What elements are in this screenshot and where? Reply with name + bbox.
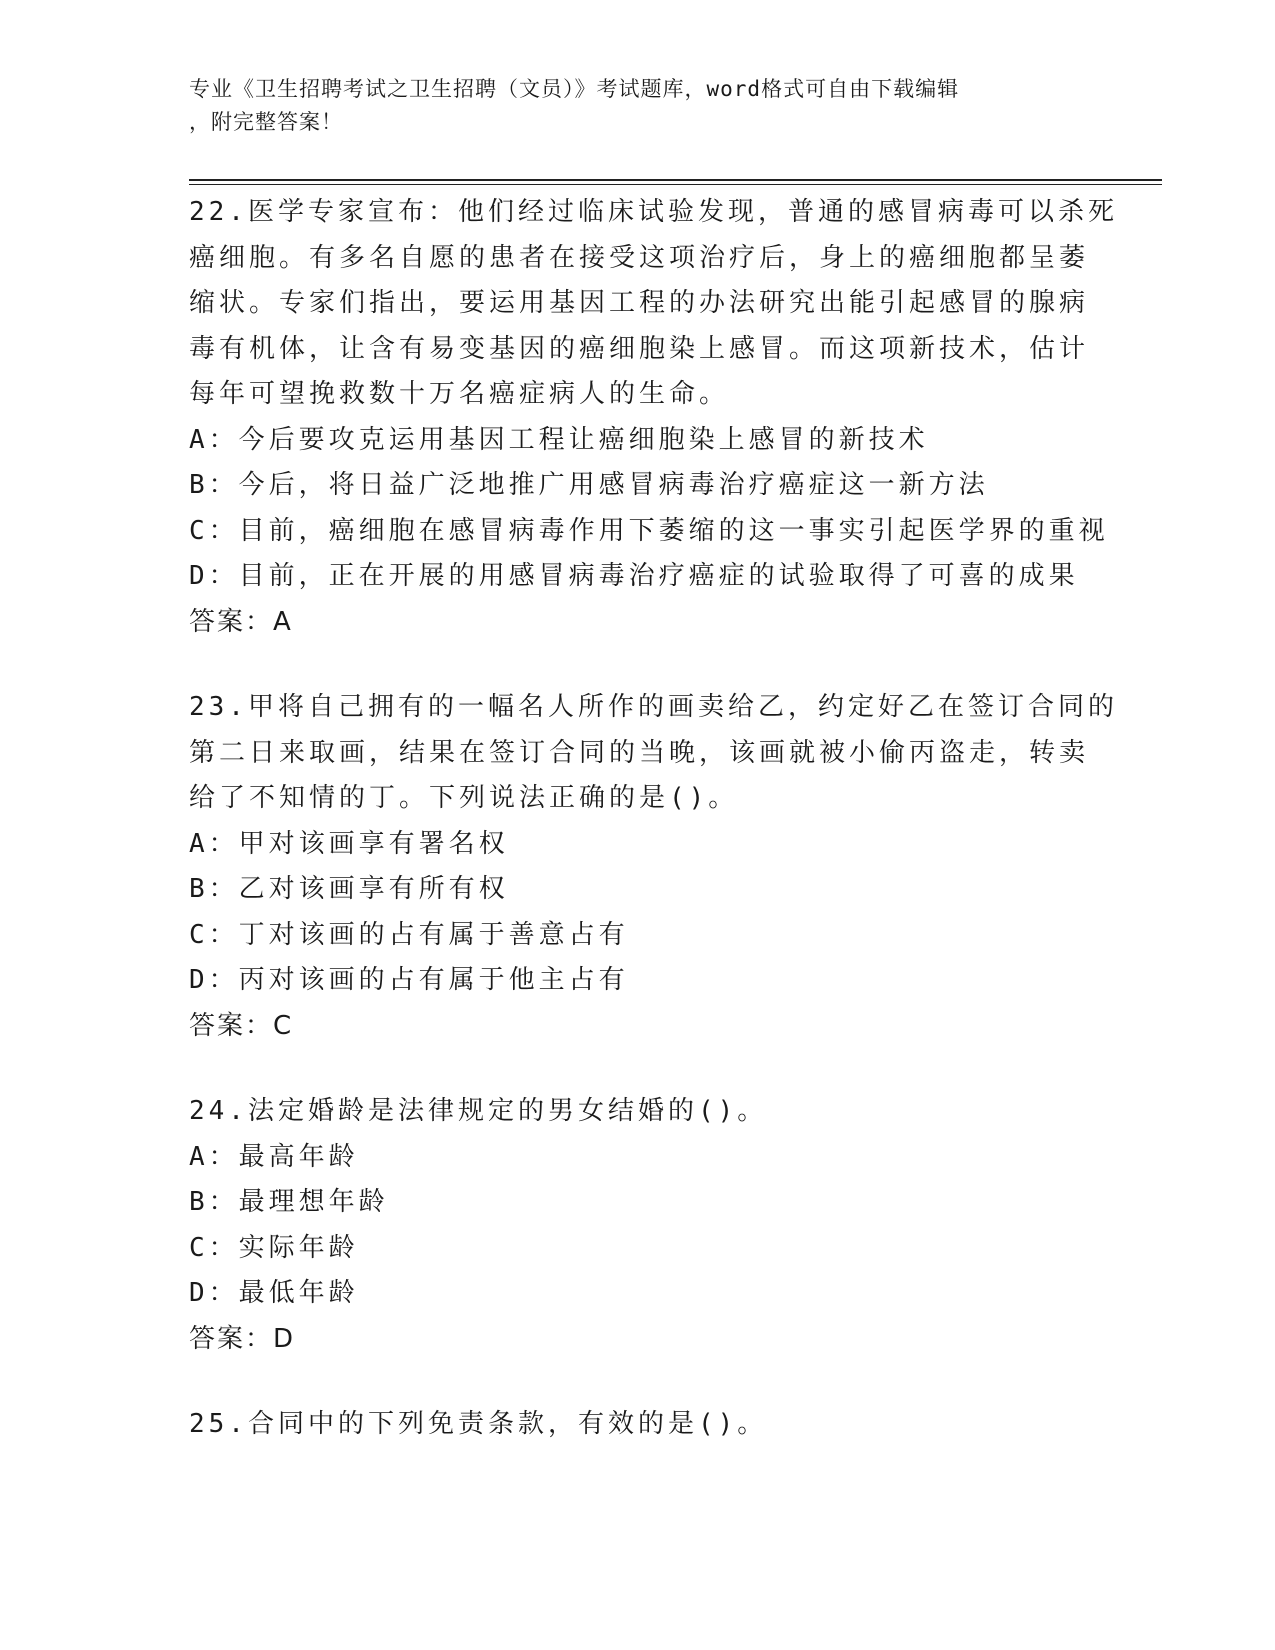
question-24-option-d: D：最低年龄 <box>189 1278 359 1308</box>
header-line-1: 专业《卫生招聘考试之卫生招聘（文员）》考试题库，word格式可自由下载编辑 <box>189 77 960 101</box>
question-24-stem-line-1: 24.法定婚龄是法律规定的男女结婚的()。 <box>189 1096 768 1126</box>
question-23-option-a: A：甲对该画享有署名权 <box>189 828 509 859</box>
question-23-stem-line-3: 给了不知情的丁。下列说法正确的是()。 <box>189 783 739 813</box>
question-22-option-d: D：目前，正在开展的用感冒病毒治疗癌症的试验取得了可喜的成果 <box>189 561 1079 591</box>
header-divider-thick <box>189 179 1162 181</box>
question-24-answer: 答案：D <box>189 1323 296 1354</box>
question-list <box>189 190 1118 1488</box>
question-22-answer: 答案：A <box>189 606 293 637</box>
header-line-2: ，附完整答案！ <box>189 110 343 134</box>
question-24-option-b: B：最理想年龄 <box>189 1187 389 1217</box>
question-24 <box>189 1089 1089 1362</box>
question-23 <box>189 685 1118 1049</box>
question-22-option-c: C：目前，癌细胞在感冒病毒作用下萎缩的这一事实引起医学界的重视 <box>189 515 1109 546</box>
question-24-option-a: A：最高年龄 <box>189 1141 359 1172</box>
question-22-stem-line-2: 癌细胞。有多名自愿的患者在接受这项治疗后，身上的癌细胞都呈萎 <box>189 242 1090 273</box>
question-22-option-a: A：今后要攻克运用基因工程让癌细胞染上感冒的新技术 <box>189 424 929 455</box>
question-23-stem-line-1: 23.甲将自己拥有的一幅名人所作的画卖给乙，约定好乙在签订合同的 <box>189 692 1118 722</box>
question-22-stem-line-3: 缩状。专家们指出，要运用基因工程的办法研究出能引起感冒的腺病 <box>189 288 1090 318</box>
question-23-stem-line-2: 第二日来取画，结果在签订合同的当晚，该画就被小偷丙盗走，转卖 <box>189 737 1090 768</box>
question-23-option-d: D：丙对该画的占有属于他主占有 <box>189 965 629 995</box>
question-25 <box>189 1402 1089 1448</box>
document-header <box>189 73 1089 139</box>
header-divider-thin <box>189 184 1162 185</box>
question-22-stem-line-4: 毒有机体，让含有易变基因的癌细胞染上感冒。而这项新技术，估计 <box>189 333 1090 364</box>
question-25-stem-line-1: 25.合同中的下列免责条款，有效的是()。 <box>189 1409 768 1439</box>
question-22-stem-line-1: 22.医学专家宣布：他们经过临床试验发现，普通的感冒病毒可以杀死 <box>189 197 1118 227</box>
question-22-option-b: B：今后，将日益广泛地推广用感冒病毒治疗癌症这一新方法 <box>189 470 989 500</box>
question-22-stem-line-5: 每年可望挽救数十万名癌症病人的生命。 <box>189 379 730 409</box>
question-23-option-b: B：乙对该画享有所有权 <box>189 874 509 904</box>
question-22 <box>189 190 1118 645</box>
question-24-option-c: C：实际年龄 <box>189 1232 359 1263</box>
question-23-option-c: C：丁对该画的占有属于善意占有 <box>189 919 629 950</box>
question-23-answer: 答案：C <box>189 1010 294 1041</box>
